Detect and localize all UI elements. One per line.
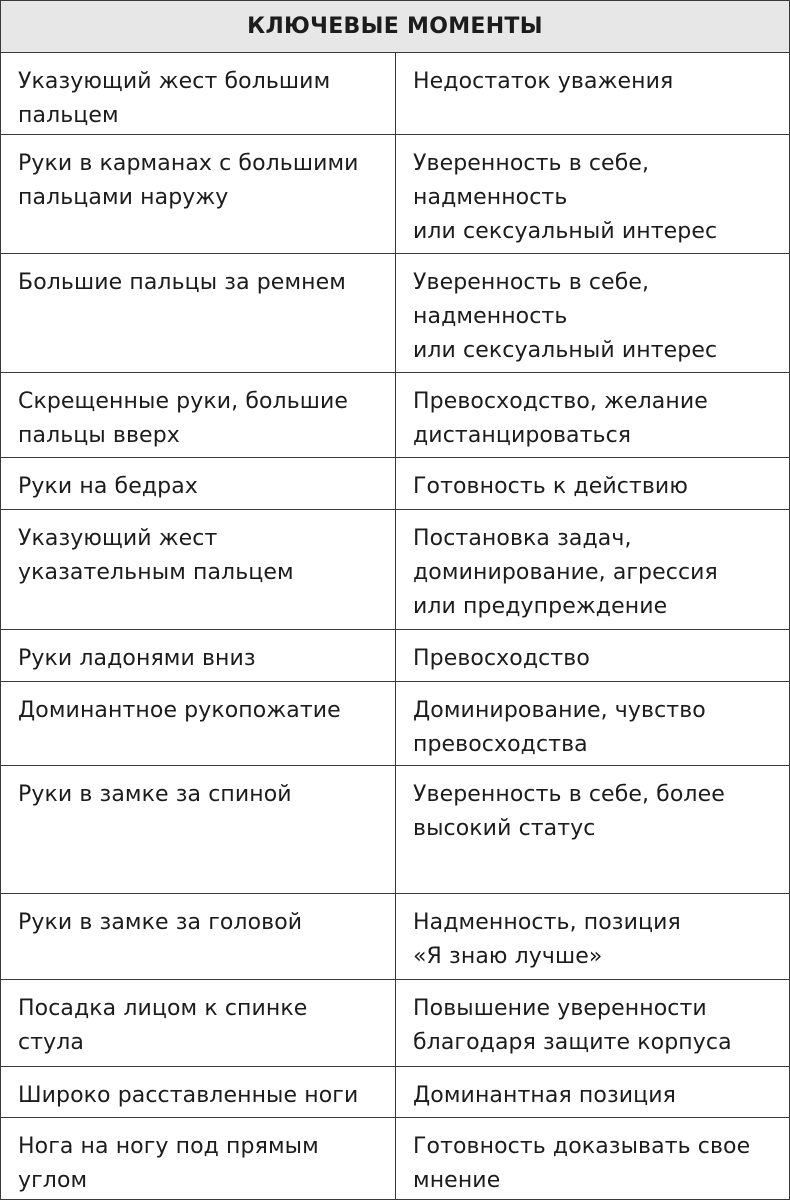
gesture-text: Руки ладонями вниз: [18, 646, 256, 671]
gesture-cell: [1, 894, 396, 980]
gesture-text: Руки в замке за головой: [18, 910, 303, 935]
gesture-text: Руки на бедрах: [18, 474, 198, 499]
table-row: [1, 980, 790, 1067]
gesture-text: Указующий жест большим пальцем: [18, 69, 331, 128]
gesture-cell: [1, 373, 396, 458]
meaning-cell: [396, 980, 790, 1067]
gesture-cell: [1, 766, 396, 894]
table-row: [1, 373, 790, 458]
table-row: [1, 630, 790, 682]
table-row: [1, 53, 790, 135]
meaning-cell: [396, 630, 790, 682]
gesture-cell: [1, 1118, 396, 1200]
meaning-text: Превосходство, желание дистанцироваться: [413, 389, 708, 448]
gesture-text: Руки в замке за спиной: [18, 782, 292, 807]
gesture-cell: [1, 980, 396, 1067]
gesture-cell: [1, 682, 396, 766]
gesture-cell: [1, 1067, 396, 1118]
meaning-cell: [396, 458, 790, 510]
table-header-row: [1, 1, 790, 53]
meaning-text: Уверенность в себе, более высокий статус: [413, 782, 725, 841]
gesture-text: Посадка лицом к спинке стула: [18, 996, 308, 1055]
table-row: [1, 894, 790, 980]
meaning-text: Готовность к действию: [413, 474, 688, 499]
meaning-cell: [396, 254, 790, 373]
meaning-cell: [396, 894, 790, 980]
table-row: [1, 1067, 790, 1118]
gesture-cell: [1, 630, 396, 682]
meaning-text: Уверенность в себе, надменность или сексуальный интерес: [413, 151, 718, 244]
table-row: [1, 682, 790, 766]
gesture-cell: [1, 510, 396, 630]
gesture-cell: [1, 53, 396, 135]
table-row: [1, 135, 790, 254]
gesture-cell: [1, 135, 396, 254]
meaning-cell: [396, 1118, 790, 1200]
meaning-cell: [396, 373, 790, 458]
meaning-text: Повышение уверенности благодаря защите корпуса: [413, 996, 732, 1055]
meaning-cell: [396, 682, 790, 766]
gesture-text: Широко расставленные ноги: [18, 1083, 359, 1108]
meaning-text: Недостаток уважения: [413, 69, 674, 94]
meaning-cell: [396, 53, 790, 135]
meaning-cell: [396, 135, 790, 254]
meaning-text: Превосходство: [413, 646, 590, 671]
meaning-text: Уверенность в себе, надменность или сексуальный интерес: [413, 270, 718, 363]
gesture-text: Скрещенные руки, большие пальцы вверх: [18, 389, 349, 448]
table-row: [1, 766, 790, 894]
gesture-text: Доминантное рукопожатие: [18, 698, 341, 723]
table-row: [1, 254, 790, 373]
table-row: [1, 1118, 790, 1200]
table-row: [1, 510, 790, 630]
meaning-cell: [396, 510, 790, 630]
meaning-text: Доминирование, чувство превосходства: [413, 698, 706, 757]
gesture-cell: [1, 458, 396, 510]
gesture-text: Большие пальцы за ремнем: [18, 270, 346, 295]
table-row: [1, 458, 790, 510]
gesture-text: Нога на ногу под прямым углом: [18, 1134, 319, 1193]
meaning-text: Постановка задач, доминирование, агрессия или предупреждение: [413, 526, 718, 619]
gesture-text: Руки в карманах с большими пальцами наружу: [18, 151, 359, 210]
meaning-text: Готовность доказывать свое мнение: [413, 1134, 751, 1193]
meaning-cell: [396, 766, 790, 894]
gesture-text: Указующий жест указательным пальцем: [18, 526, 294, 585]
gesture-cell: [1, 254, 396, 373]
meaning-cell: [396, 1067, 790, 1118]
meaning-text: Надменность, позиция «Я знаю лучше»: [413, 910, 681, 969]
meaning-text: Доминантная позиция: [413, 1083, 676, 1108]
table-title: КЛЮЧЕВЫЕ МОМЕНТЫ: [1, 1, 790, 53]
